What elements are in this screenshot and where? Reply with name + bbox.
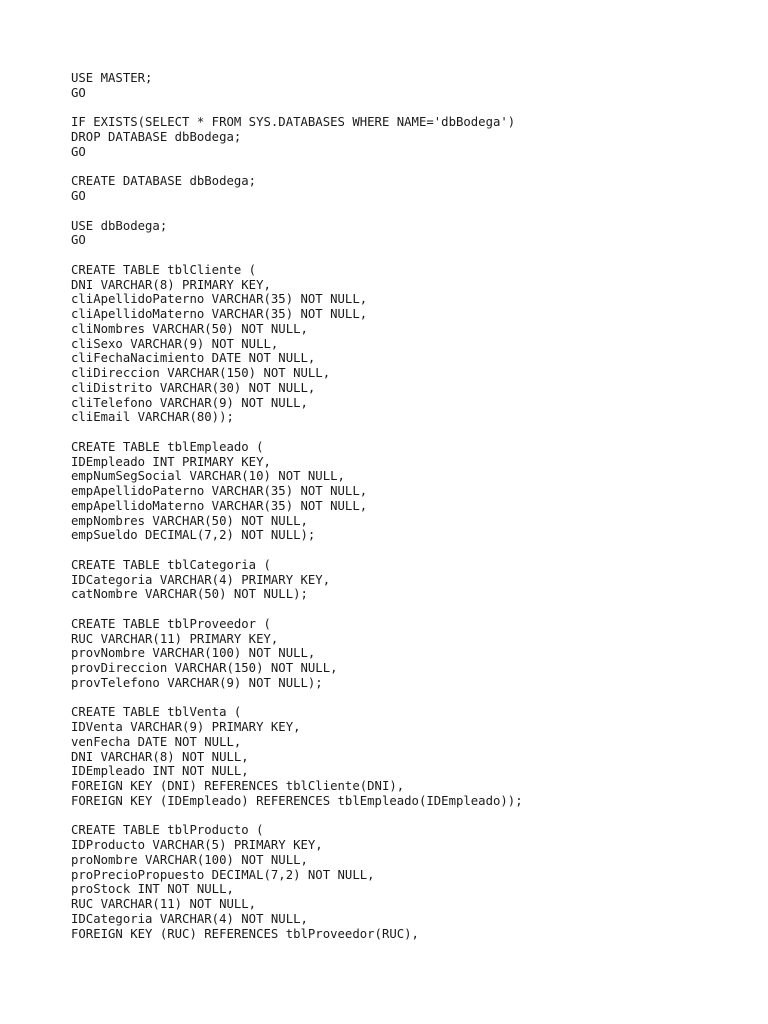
code-line: DNI VARCHAR(8) NOT NULL,	[71, 749, 249, 764]
code-line: venFecha DATE NOT NULL,	[71, 734, 242, 749]
code-line: IDEmpleado INT NOT NULL,	[71, 764, 249, 779]
code-line: IDProducto VARCHAR(5) PRIMARY KEY,	[71, 838, 323, 852]
blank-line	[71, 543, 751, 558]
code-line: cliApellidoMaterno VARCHAR(35) NOT NULL,	[71, 307, 368, 321]
blank-line	[71, 204, 751, 219]
code-line: CREATE TABLE tblCategoria (	[71, 557, 271, 572]
code-line: provDireccion VARCHAR(150) NOT NULL,	[71, 661, 338, 675]
code-line: cliDireccion VARCHAR(150) NOT NULL,	[71, 366, 331, 380]
code-line: cliNombres VARCHAR(50) NOT NULL,	[71, 321, 308, 336]
blank-line	[71, 809, 751, 824]
code-line: FOREIGN KEY (DNI) REFERENCES tblCliente(DNI),	[71, 779, 405, 793]
code-line: CREATE TABLE tblEmpleado (	[71, 439, 264, 454]
code-line: proPrecioPropuesto DECIMAL(7,2) NOT NULL,	[71, 867, 375, 882]
code-line: DROP DATABASE dbBodega;	[71, 130, 242, 144]
code-line: GO	[71, 85, 86, 100]
code-line: IDCategoria VARCHAR(4) NOT NULL,	[71, 911, 308, 926]
code-line: proNombre VARCHAR(100) NOT NULL,	[71, 852, 308, 867]
code-line: empSueldo DECIMAL(7,2) NOT NULL);	[71, 528, 316, 543]
code-line: CREATE TABLE tblVenta (	[71, 705, 242, 720]
code-line: FOREIGN KEY (RUC) REFERENCES tblProveedor(RUC),	[71, 926, 419, 941]
blank-line	[71, 425, 751, 440]
code-line: RUC VARCHAR(11) PRIMARY KEY,	[71, 631, 279, 646]
code-line: catNombre VARCHAR(50) NOT NULL);	[71, 587, 308, 602]
code-line: cliFechaNacimiento DATE NOT NULL,	[71, 351, 316, 366]
code-line: IDCategoria VARCHAR(4) PRIMARY KEY,	[71, 572, 331, 587]
code-line: cliEmail VARCHAR(80));	[71, 410, 234, 425]
code-line: proStock INT NOT NULL,	[71, 882, 234, 897]
code-line: GO	[71, 189, 86, 203]
code-line: cliSexo VARCHAR(9) NOT NULL,	[71, 336, 279, 351]
code-line: empApellidoMaterno VARCHAR(35) NOT NULL,	[71, 498, 368, 513]
code-line: IDEmpleado INT PRIMARY KEY,	[71, 454, 271, 469]
code-line: USE dbBodega;	[71, 218, 168, 233]
code-line: empNumSegSocial VARCHAR(10) NOT NULL,	[71, 469, 345, 484]
blank-line	[71, 248, 751, 263]
code-line: GO	[71, 144, 86, 159]
code-line: FOREIGN KEY (IDEmpleado) REFERENCES tblEmpleado(IDEmpleado));	[71, 793, 523, 808]
code-line: cliDistrito VARCHAR(30) NOT NULL,	[71, 380, 316, 395]
code-line: IDVenta VARCHAR(9) PRIMARY KEY,	[71, 720, 301, 734]
sql-script	[71, 71, 751, 941]
code-line: USE MASTER;	[71, 71, 153, 85]
code-line: RUC VARCHAR(11) NOT NULL,	[71, 897, 257, 911]
code-line: DNI VARCHAR(8) PRIMARY KEY,	[71, 277, 271, 292]
code-line: CREATE DATABASE dbBodega;	[71, 174, 257, 189]
code-line: cliTelefono VARCHAR(9) NOT NULL,	[71, 395, 308, 410]
blank-line	[71, 160, 751, 175]
code-line: CREATE TABLE tblProveedor (	[71, 616, 271, 631]
code-line: CREATE TABLE tblProducto (	[71, 823, 264, 838]
code-line: provNombre VARCHAR(100) NOT NULL,	[71, 646, 316, 661]
code-line: CREATE TABLE tblCliente (	[71, 262, 257, 277]
code-line: empApellidoPaterno VARCHAR(35) NOT NULL,	[71, 484, 368, 498]
code-line: GO	[71, 233, 86, 248]
code-line: provTelefono VARCHAR(9) NOT NULL);	[71, 675, 323, 690]
blank-line	[71, 691, 751, 706]
blank-line	[71, 602, 751, 617]
blank-line	[71, 101, 751, 116]
code-line: empNombres VARCHAR(50) NOT NULL,	[71, 513, 308, 528]
code-line: IF EXISTS(SELECT * FROM SYS.DATABASES WHERE NAME='dbBodega')	[71, 115, 516, 130]
code-line: cliApellidoPaterno VARCHAR(35) NOT NULL,	[71, 292, 368, 307]
